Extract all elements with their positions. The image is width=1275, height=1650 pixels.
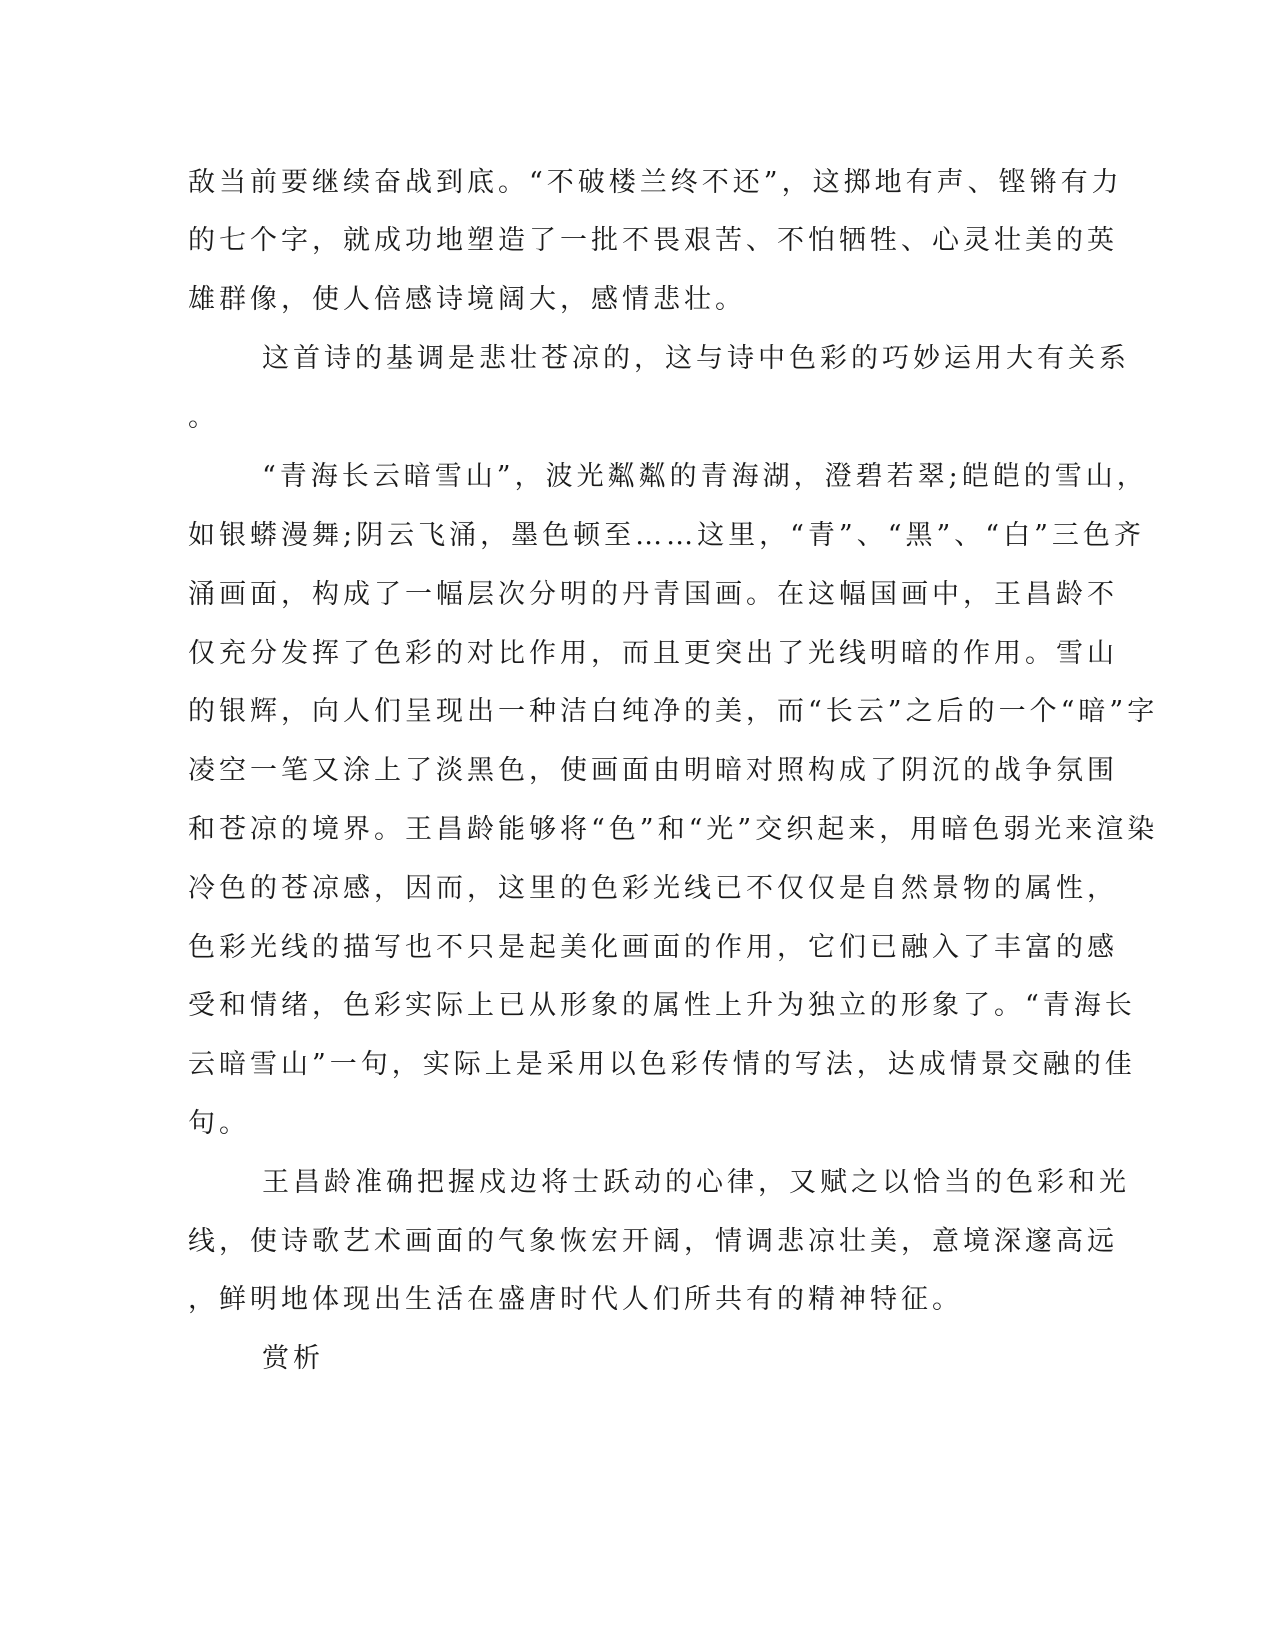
text-line-6: “青海长云暗雪山”，波光粼粼的青海湖，澄碧若翠;皑皑的雪山，: [262, 461, 1148, 492]
text-line-12: 和苍凉的境界。王昌龄能够将“色”和“光”交织起来，用暗色弱光来渲染: [188, 814, 1159, 845]
text-line-3: 雄群像，使人倍感诗境阔大，感情悲壮。: [188, 284, 746, 315]
text-line-5: 。: [188, 402, 219, 433]
text-line-2: 的七个字，就成功地塑造了一批不畏艰苦、不怕牺牲、心灵壮美的英: [188, 225, 1118, 256]
text-line-11: 凌空一笔又涂上了淡黑色，使画面由明暗对照构成了阴沉的战争氛围: [188, 755, 1118, 786]
section-heading-shangxi: 赏析: [262, 1343, 324, 1374]
text-line-17: 句。: [188, 1108, 250, 1139]
text-line-4: 这首诗的基调是悲壮苍凉的，这与诗中色彩的巧妙运用大有关系: [262, 343, 1130, 374]
text-line-1: 敌当前要继续奋战到底。“不破楼兰终不还”，这掷地有声、铿锵有力: [188, 167, 1123, 198]
text-line-14: 色彩光线的描写也不只是起美化画面的作用，它们已融入了丰富的感: [188, 932, 1118, 963]
text-line-13: 冷色的苍凉感，因而，这里的色彩光线已不仅仅是自然景物的属性，: [188, 873, 1118, 904]
text-line-15: 受和情绪，色彩实际上已从形象的属性上升为独立的形象了。“青海长: [188, 990, 1136, 1021]
text-line-10: 的银辉，向人们呈现出一种洁白纯净的美，而“长云”之后的一个“暗”字: [188, 696, 1159, 727]
text-line-19: 线，使诗歌艺术画面的气象恢宏开阔，情调悲凉壮美，意境深邃高远: [188, 1226, 1118, 1257]
text-line-8: 涌画面，构成了一幅层次分明的丹青国画。在这幅国画中，王昌龄不: [188, 579, 1118, 610]
text-line-16: 云暗雪山”一句，实际上是采用以色彩传情的写法，达成情景交融的佳: [188, 1049, 1136, 1080]
text-line-20: ，鲜明地体现出生活在盛唐时代人们所共有的精神特征。: [188, 1284, 963, 1315]
text-line-18: 王昌龄准确把握戍边将士跃动的心律，又赋之以恰当的色彩和光: [262, 1167, 1130, 1198]
text-line-7: 如银蟒漫舞;阴云飞涌，墨色顿至……这里，“青”、“黑”、“白”三色齐: [188, 520, 1145, 551]
text-line-9: 仅充分发挥了色彩的对比作用，而且更突出了光线明暗的作用。雪山: [188, 638, 1118, 669]
